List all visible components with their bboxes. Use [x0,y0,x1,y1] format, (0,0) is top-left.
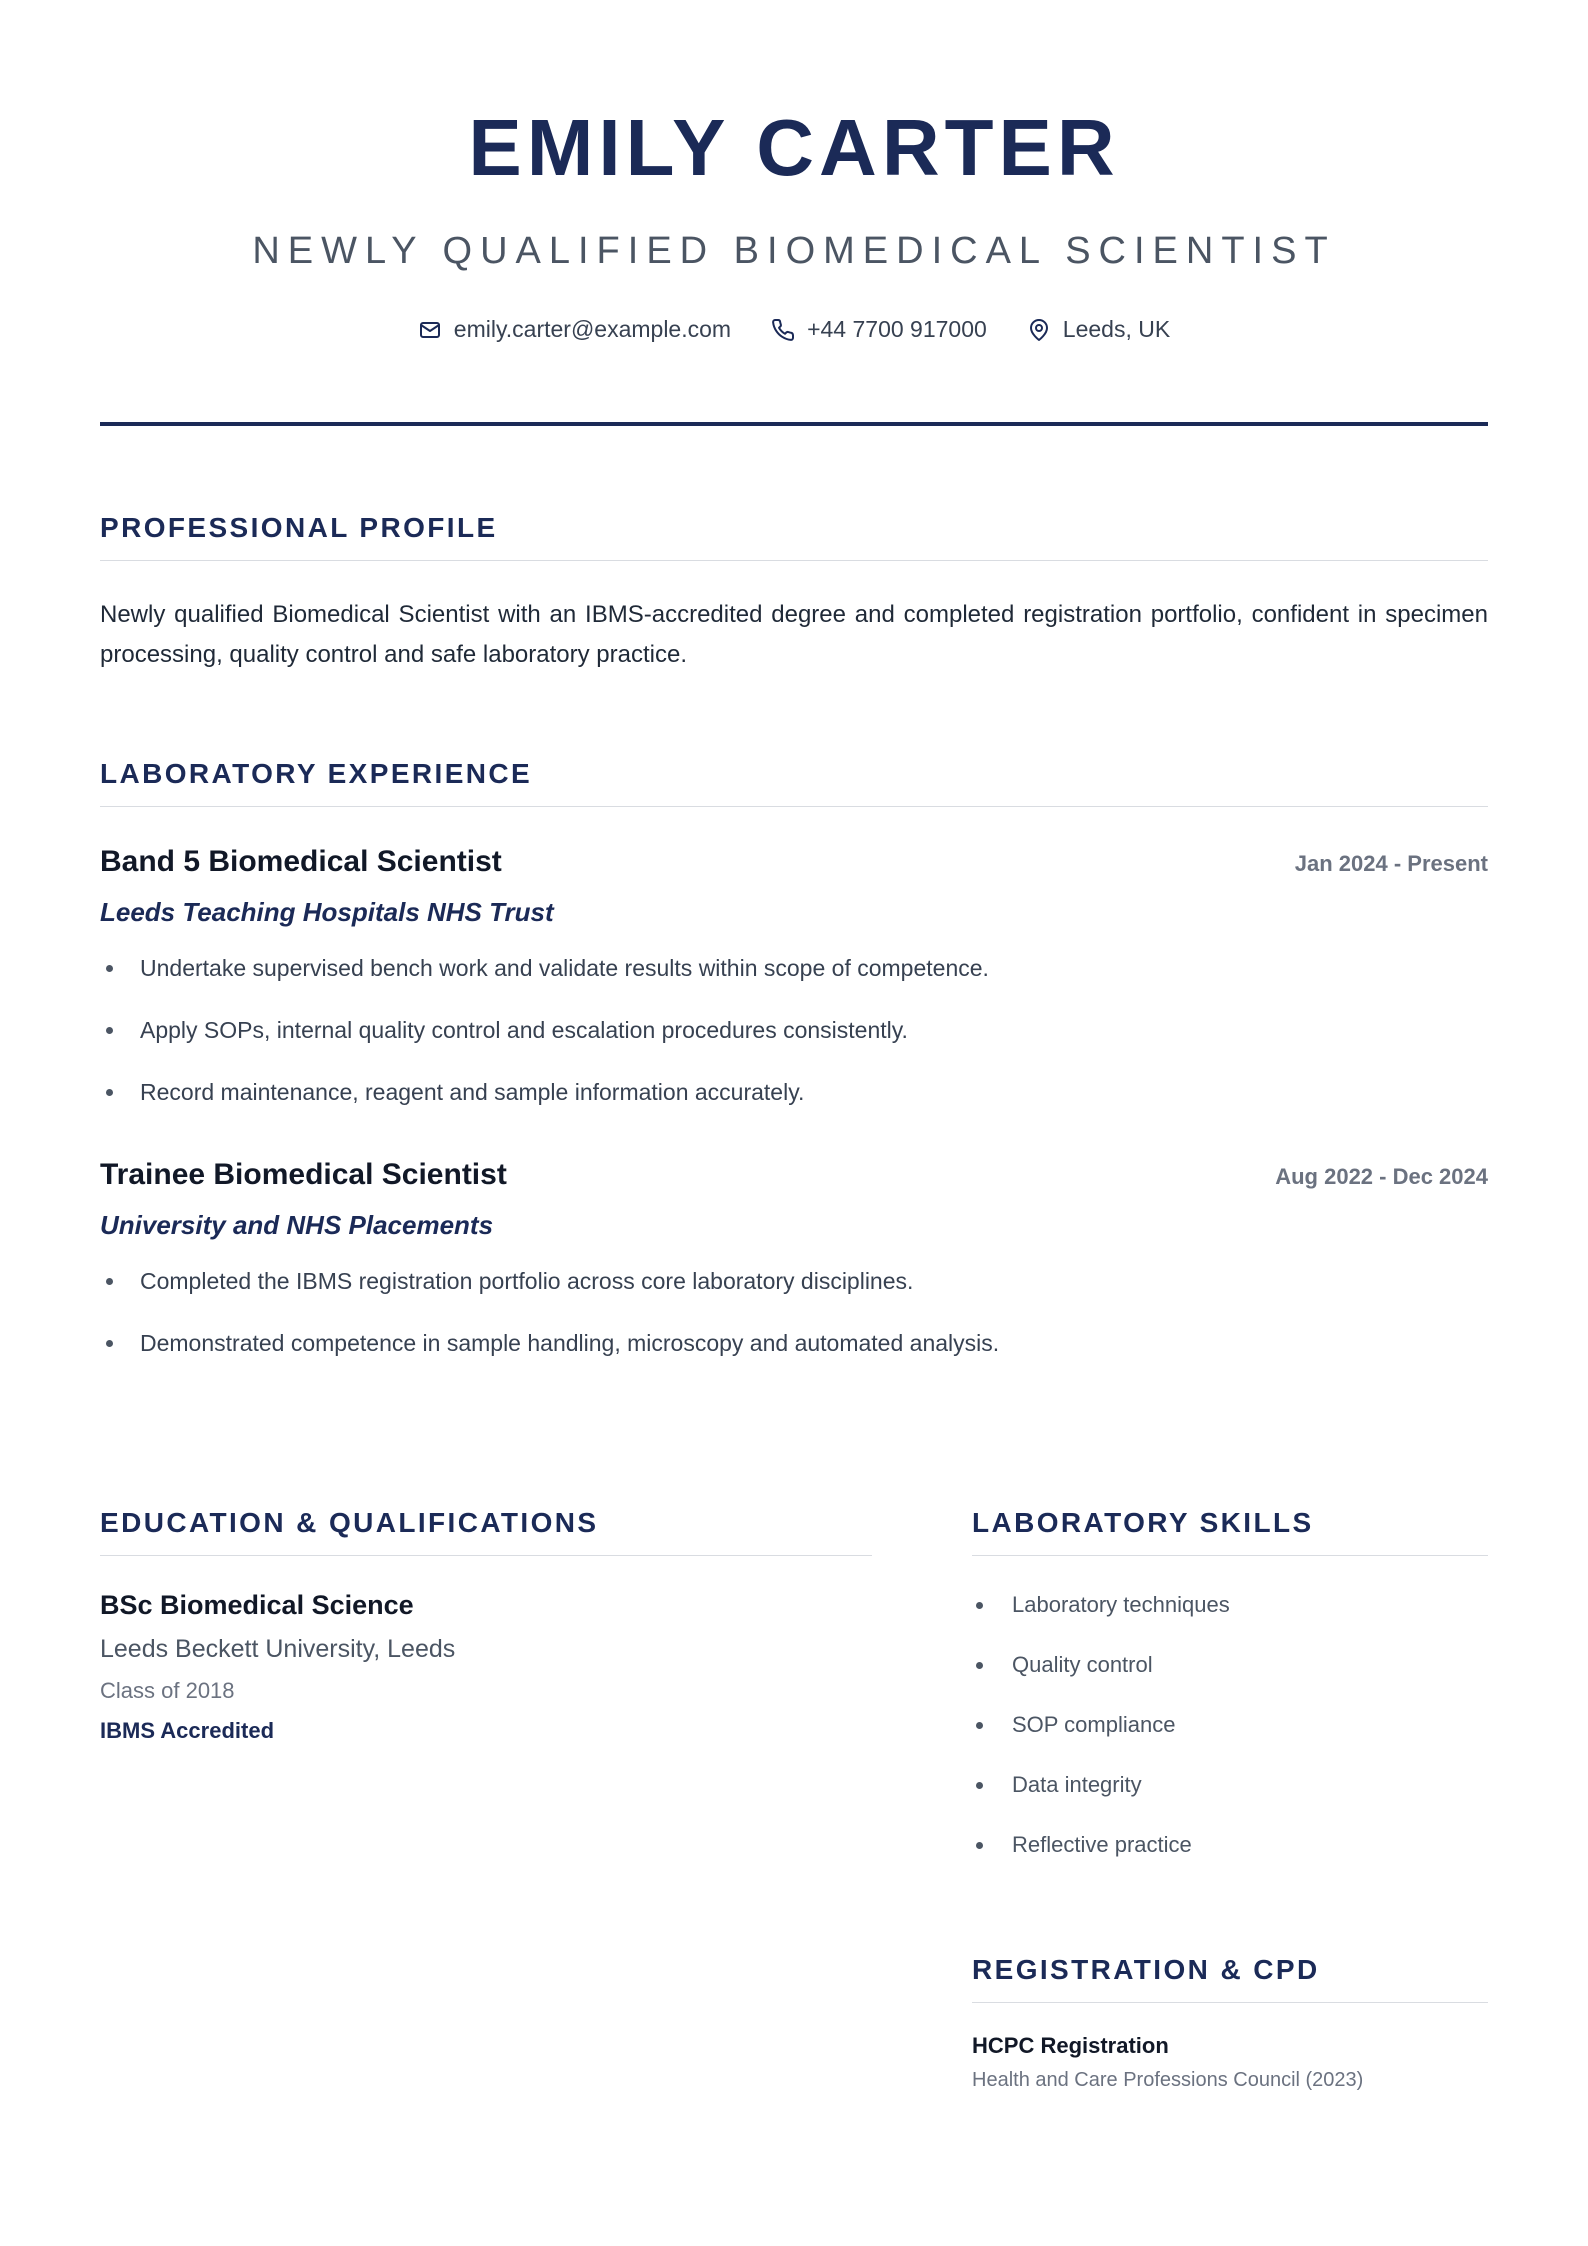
section-heading: EDUCATION & QUALIFICATIONS [100,1507,599,1538]
job-title: Band 5 Biomedical Scientist [100,845,502,878]
degree-title: BSc Biomedical Science [100,1590,414,1620]
experience-section [100,760,1488,1389]
registration-section [972,1956,1488,2092]
graduation-year: Class of 2018 [100,1678,235,1703]
bullet-icon [976,1722,983,1729]
contact-email-text: emily.carter@example.com [453,316,732,342]
bullet-icon [976,1602,983,1609]
skills-list [972,1590,1488,1860]
job-header [100,1158,1488,1192]
contact-location-text: Leeds, UK [1062,316,1171,342]
registration-name: HCPC Registration [972,2033,1169,2058]
duty-text: Record maintenance, reagent and sample information accurately. [140,1079,805,1105]
list-item [972,1650,1488,1680]
list-item [972,1590,1488,1620]
list-item [100,1327,1488,1359]
contact-bar [100,316,1488,343]
section-heading: REGISTRATION & CPD [972,1954,1320,1985]
mail-icon [418,318,442,342]
duty-text: Apply SOPs, internal quality control and escalation procedures consistently. [140,1017,908,1043]
list-item [972,1710,1488,1740]
candidate-name: EMILY CARTER [468,103,1120,192]
contact-phone-text: +44 7700 917000 [807,316,987,342]
duty-text: Completed the IBMS registration portfolio across core laboratory disciplines. [140,1268,914,1294]
contact-email[interactable] [418,316,731,343]
job-dates: Jan 2024 - Present [1294,851,1488,876]
job-organisation: Leeds Teaching Hospitals NHS Trust [100,897,554,927]
section-divider [100,806,1488,807]
list-item [100,1014,1488,1046]
profile-section [100,514,1488,699]
accreditation-badge: IBMS Accredited [100,1718,275,1743]
candidate-title: NEWLY QUALIFIED BIOMEDICAL SCIENTIST [252,230,1336,272]
contact-phone[interactable] [771,316,987,343]
header-divider [100,422,1488,426]
location-pin-icon [1027,318,1051,342]
section-divider [100,1555,872,1556]
list-item [100,1265,1488,1297]
job-dates: Aug 2022 - Dec 2024 [1275,1164,1488,1189]
job-entry [100,845,1488,1108]
section-heading: LABORATORY SKILLS [972,1507,1314,1538]
school-name: Leeds Beckett University, Leeds [100,1635,456,1663]
bullet-icon [106,1278,113,1285]
bullet-icon [976,1782,983,1789]
registration-body: Health and Care Professions Council (2023) [972,2069,1364,2091]
skill-text: Laboratory techniques [1012,1592,1230,1617]
job-title: Trainee Biomedical Scientist [100,1158,507,1191]
education-section [100,1509,872,1744]
job-duties-list [100,952,1488,1108]
contact-location [1027,316,1170,343]
skills-section [972,1509,1488,1890]
job-duties-list [100,1265,1488,1359]
section-divider [100,560,1488,561]
bullet-icon [106,1089,113,1096]
resume-header [100,0,1488,343]
section-heading: PROFESSIONAL PROFILE [100,512,498,543]
phone-icon [771,318,795,342]
duty-text: Undertake supervised bench work and validate results within scope of competence. [140,955,989,981]
list-item [972,1830,1488,1860]
bullet-icon [106,1340,113,1347]
job-organisation: University and NHS Placements [100,1210,494,1240]
duty-text: Demonstrated competence in sample handling, microscopy and automated analysis. [140,1330,1000,1356]
bullet-icon [976,1842,983,1849]
bullet-icon [976,1662,983,1669]
skill-text: Quality control [1012,1652,1153,1677]
skill-text: Data integrity [1012,1772,1142,1797]
list-item [100,1076,1488,1108]
section-divider [972,2002,1488,2003]
list-item [100,952,1488,984]
section-divider [972,1555,1488,1556]
bullet-icon [106,1027,113,1034]
job-entry [100,1158,1488,1359]
section-heading: LABORATORY EXPERIENCE [100,758,533,789]
bullet-icon [106,965,113,972]
job-header [100,845,1488,879]
profile-summary: Newly qualified Biomedical Scientist with an IBMS-accredited degree and completed registration portfolio, confident in specimen processing, quality control and safe laboratory practice. [100,601,1488,668]
skill-text: SOP compliance [1012,1712,1176,1737]
list-item [972,1770,1488,1800]
skill-text: Reflective practice [1012,1832,1192,1857]
